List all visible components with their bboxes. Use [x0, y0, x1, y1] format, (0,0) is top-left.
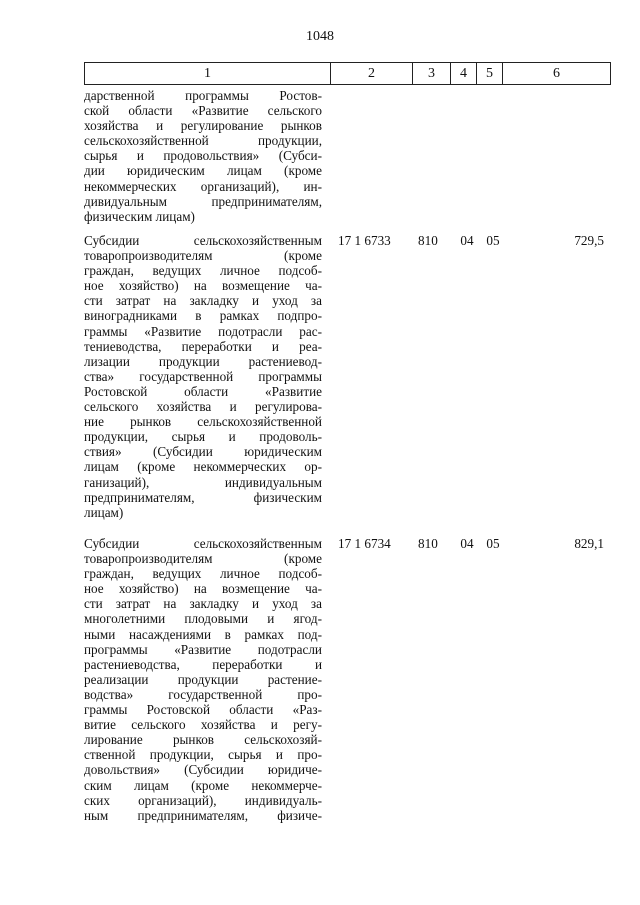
- row-sum: 829,1: [574, 536, 604, 551]
- description-line: ным предпринимателям, физиче-: [84, 807, 322, 823]
- description-line: товаропроизводителям (кроме: [84, 248, 322, 264]
- description-line: граммы «Развитие подотрасли рас-: [84, 323, 322, 339]
- description-line: ганизаций), индивидуальным: [84, 474, 322, 490]
- row-code: 17 1 6733: [338, 233, 391, 248]
- description-line: виноградниками в рамках подпро-: [84, 308, 322, 324]
- description-line: ное хозяйство) на возмещение ча-: [84, 278, 322, 294]
- description-line: сельскохозяйственной продукции,: [84, 133, 322, 149]
- description-line: многолетними плодовыми и ягод-: [84, 611, 322, 627]
- description-line: ное хозяйство) на возмещение ча-: [84, 581, 322, 597]
- description-line: довольствия» (Субсидии юридиче-: [84, 762, 322, 778]
- description-line: Субсидии сельскохозяйственным: [84, 536, 322, 551]
- description-line: сти затрат на закладку и уход за: [84, 293, 322, 309]
- row-sum: 729,5: [574, 233, 604, 248]
- description-line: ской области «Развитие сельского: [84, 103, 322, 119]
- description-line: продукции, сырья и продоволь-: [84, 429, 322, 445]
- column-header-row: [85, 63, 611, 85]
- description-line: дии юридическим лицам (кроме: [84, 163, 322, 179]
- description-line: сырья и продовольствия» (Субси-: [84, 148, 322, 164]
- row-description: [84, 88, 322, 224]
- description-line: сти затрат на закладку и уход за: [84, 596, 322, 612]
- description-line: товаропроизводителям (кроме: [84, 551, 322, 567]
- description-line: Ростовской области «Развитие: [84, 383, 322, 399]
- description-line: ским лицам (кроме некоммерче-: [84, 777, 322, 793]
- description-line: витие сельского хозяйства и регу-: [84, 717, 322, 733]
- description-line: растениеводства, переработки и: [84, 656, 322, 672]
- description-line: некоммерческих организаций), ин-: [84, 178, 322, 194]
- description-line: ние рынков сельскохозяйственной: [84, 414, 322, 430]
- row-pr: 05: [486, 233, 500, 248]
- column-header-table: [84, 62, 611, 85]
- description-line: программы «Развитие подотрасли: [84, 641, 322, 657]
- description-line: дарственной программы Ростов-: [84, 88, 322, 103]
- row-vr: 810: [418, 233, 438, 248]
- row-rz: 04: [460, 233, 474, 248]
- row-description: [84, 536, 322, 823]
- description-line: дивидуальным предпринимателям,: [84, 193, 322, 209]
- column-header-4: 4: [451, 63, 477, 85]
- description-line: тениеводства, переработки и реа-: [84, 338, 322, 354]
- description-line: лицам (кроме некоммерческих ор-: [84, 459, 322, 475]
- column-header-1: 1: [85, 63, 331, 85]
- row-rz: 04: [460, 536, 474, 551]
- description-line: ства» государственной программы: [84, 368, 322, 384]
- description-line: граждан, ведущих личное подсоб-: [84, 263, 322, 279]
- row-code: 17 1 6734: [338, 536, 391, 551]
- description-line: ственной продукции, сырья и про-: [84, 747, 322, 763]
- description-line: реализации продукции растение-: [84, 671, 322, 687]
- description-line: физическим лицам): [84, 208, 195, 224]
- row-vr: 810: [418, 536, 438, 551]
- description-line: ствия» (Субсидии юридическим: [84, 444, 322, 460]
- description-line: Субсидии сельскохозяйственным: [84, 233, 322, 248]
- column-header-5: 5: [477, 63, 503, 85]
- description-line: ских организаций), индивидуаль-: [84, 792, 322, 808]
- description-line: предпринимателям, физическим: [84, 489, 322, 505]
- description-line: хозяйства и регулирование рынков: [84, 118, 322, 134]
- description-line: граждан, ведущих личное подсоб-: [84, 566, 322, 582]
- description-line: водства» государственной про-: [84, 686, 322, 702]
- description-line: лизации продукции растениевод-: [84, 353, 322, 369]
- description-line: граммы Ростовской области «Раз-: [84, 702, 322, 718]
- description-line: лирование рынков сельскохозяй-: [84, 732, 322, 748]
- description-line: лицам): [84, 504, 124, 520]
- page-number: 1048: [306, 29, 334, 44]
- column-header-6: 6: [503, 63, 611, 85]
- description-line: ными насаждениями в рамках под-: [84, 626, 322, 642]
- row-pr: 05: [486, 536, 500, 551]
- row-description: [84, 233, 322, 520]
- column-header-3: 3: [413, 63, 451, 85]
- column-header-2: 2: [331, 63, 413, 85]
- description-line: сельского хозяйства и регулирова-: [84, 399, 322, 415]
